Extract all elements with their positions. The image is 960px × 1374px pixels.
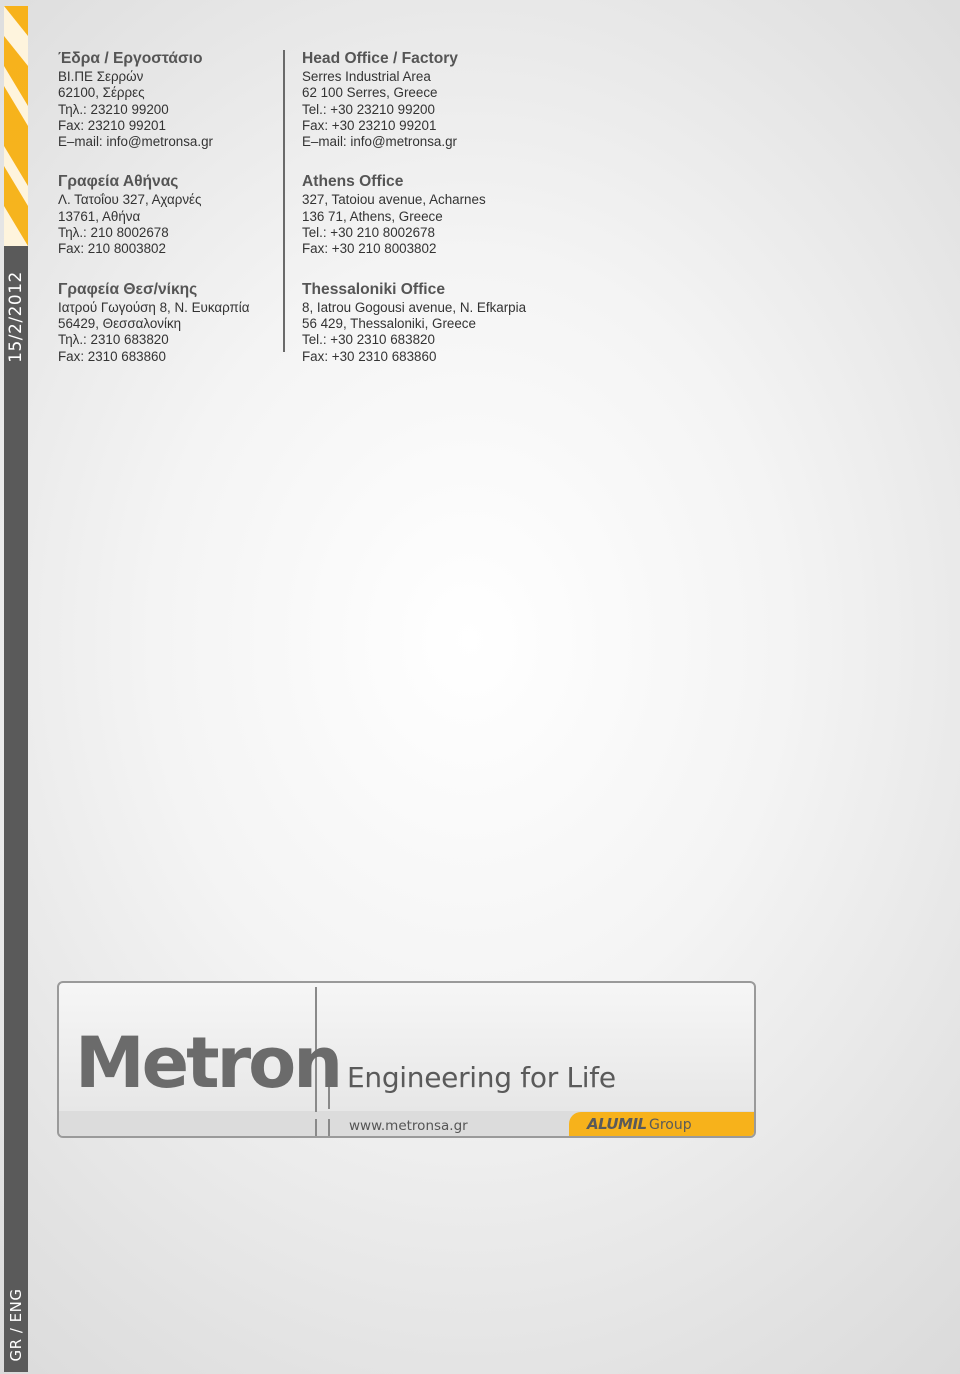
tagline: Engineering for Life bbox=[347, 1061, 616, 1094]
gr-thessaloniki-title: Γραφεία Θεσ/νίκης bbox=[58, 280, 198, 298]
address-line: 56 429, Thessaloniki, Greece bbox=[302, 315, 476, 331]
fax-line: Fax: 2310 683860 bbox=[58, 348, 166, 364]
email-line: E–mail: info@metronsa.gr bbox=[58, 134, 213, 150]
fax-line: Fax: 210 8003802 bbox=[58, 241, 166, 257]
document-date bbox=[4, 262, 28, 372]
language-indicator bbox=[4, 1280, 28, 1370]
fax-line: Fax: 23210 99201 bbox=[58, 117, 166, 133]
address-line: 136 71, Athens, Greece bbox=[302, 208, 443, 224]
footer-divider bbox=[328, 1119, 330, 1136]
gr-head-office bbox=[58, 49, 278, 150]
alumil-group-label: Group bbox=[649, 1117, 692, 1133]
address-line: Ιατρού Γωγούση 8, Ν. Ευκαρπία bbox=[58, 299, 250, 315]
phone-line: Tel.: +30 210 8002678 bbox=[302, 225, 435, 241]
gr-thessaloniki-office bbox=[58, 280, 278, 365]
gr-athens-title: Γραφεία Αθήνας bbox=[58, 173, 179, 191]
address-line: 327, Tatoiou avenue, Acharnes bbox=[302, 192, 486, 208]
phone-line: Tel.: +30 2310 683820 bbox=[302, 332, 435, 348]
en-head-office-title: Head Office / Factory bbox=[302, 50, 458, 67]
metron-logo: Metron bbox=[75, 1022, 341, 1104]
gr-athens-office bbox=[58, 172, 278, 257]
en-head-office bbox=[302, 49, 602, 150]
address-line: 13761, Αθήνα bbox=[58, 208, 141, 224]
phone-line: Τηλ.: 210 8002678 bbox=[58, 225, 169, 241]
phone-line: Τηλ.: 2310 683820 bbox=[58, 332, 169, 348]
alumil-logo: ALUMIL bbox=[587, 1115, 647, 1133]
phone-line: Tel.: +30 23210 99200 bbox=[302, 101, 435, 117]
alumil-group-badge bbox=[569, 1112, 756, 1138]
date-text: 15/2/2012 bbox=[6, 271, 26, 363]
gr-head-office-title: Έδρα / Εργοστάσιο bbox=[58, 50, 203, 67]
greek-addresses bbox=[58, 49, 278, 365]
en-athens-title: Athens Office bbox=[302, 173, 404, 191]
english-addresses bbox=[302, 49, 602, 365]
footer-divider bbox=[315, 1119, 317, 1136]
footer-brand-box bbox=[57, 981, 756, 1138]
address-line: 56429, Θεσσαλονίκη bbox=[58, 315, 182, 331]
fax-line: Fax: +30 23210 99201 bbox=[302, 117, 437, 133]
language-text: GR / ENG bbox=[7, 1288, 25, 1362]
address-line: ΒΙ.ΠΕ Σερρών bbox=[58, 69, 144, 84]
address-line: 62100, Σέρρες bbox=[58, 85, 145, 101]
fax-line: Fax: +30 210 8003802 bbox=[302, 241, 437, 257]
fax-line: Fax: +30 2310 683860 bbox=[302, 348, 437, 364]
website-link[interactable]: www.metronsa.gr bbox=[349, 1118, 468, 1134]
address-line: Serres Industrial Area bbox=[302, 69, 431, 84]
email-line: E–mail: info@metronsa.gr bbox=[302, 134, 457, 150]
en-thessaloniki-office bbox=[302, 280, 602, 365]
en-athens-office bbox=[302, 172, 602, 257]
address-line: 8, Iatrou Gogousi avenue, N. Efkarpia bbox=[302, 299, 527, 315]
en-thessaloniki-title: Thessaloniki Office bbox=[302, 280, 445, 298]
address-line: Λ. Τατοΐου 327, Αχαρνές bbox=[58, 192, 202, 208]
side-accent-graphic bbox=[4, 6, 28, 246]
phone-line: Τηλ.: 23210 99200 bbox=[58, 101, 169, 117]
address-line: 62 100 Serres, Greece bbox=[302, 85, 438, 101]
column-divider bbox=[283, 50, 285, 352]
